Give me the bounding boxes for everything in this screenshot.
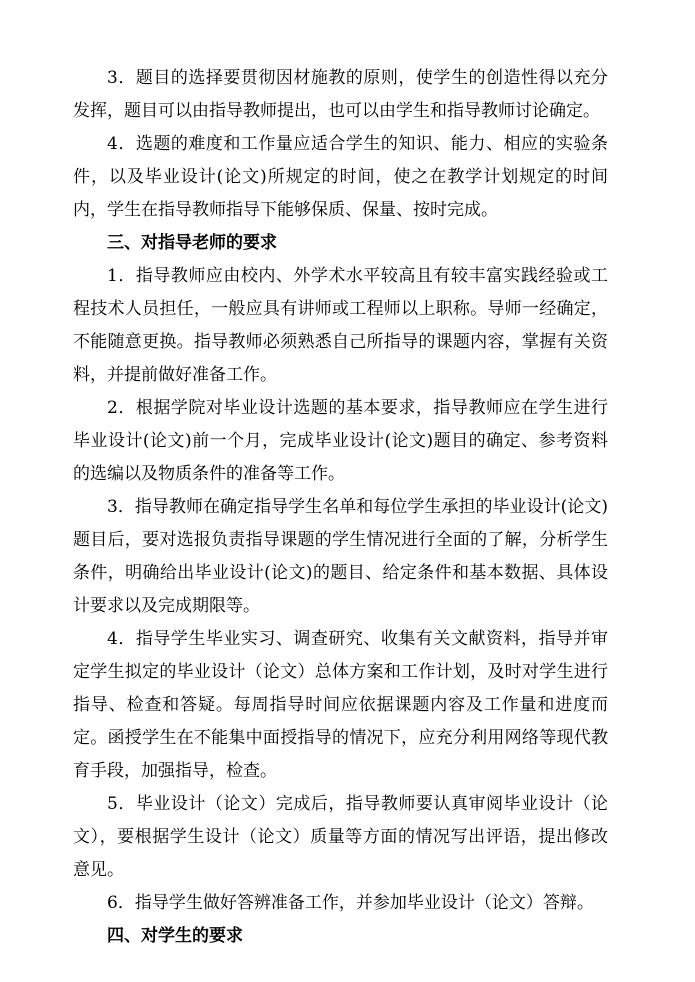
paragraph-item-4-difficulty: 4．选题的难度和工作量应适合学生的知识、能力、相应的实验条件，以及毕业设计(论文)所规定的时间，使之在教学计划规定的时间内，学生在指导教师指导下能够保质、保量、按时完成。 — [73, 134, 608, 220]
paragraph-advisor-item-6: 6．指导学生做好答辨准备工作，并参加毕业设计（论文）答辩。 — [107, 893, 594, 913]
paragraph-advisor-item-2: 2．根据学院对毕业设计选题的基本要求，指导教师应在学生进行毕业设计(论文)前一个月，完成毕业设计(论文)题目的确定、参考资料的选编以及物质条件的准备等工作。 — [73, 398, 608, 484]
paragraph-item-3-topic-selection: 3．题目的选择要贯彻因材施教的原则，使学生的创造性得以充分发挥，题目可以由指导教师提出，也可以由学生和指导教师讨论确定。 — [73, 68, 608, 121]
paragraph-advisor-item-3: 3．指导教师在确定指导学生名单和每位学生承担的毕业设计(论文)题目后，要对选报负责指导课题的学生情况进行全面的了解，分析学生条件，明确给出毕业设计(论文)的题目、给定条件和基本数据、具体设计要求以及完成期限等。 — [73, 497, 608, 616]
paragraph-advisor-item-1: 1．指导教师应由校内、外学术水平较高且有较丰富实践经验或工程技术人员担任，一般应具有讲师或工程师以上职称。导师一经确定，不能随意更换。指导教师必须熟悉自己所指导的课题内容，掌握有关资料，并提前做好准备工作。 — [73, 266, 608, 385]
paragraph-advisor-item-5: 5．毕业设计（论文）完成后，指导教师要认真审阅毕业设计（论文），要根据学生设计（论文）质量等方面的情况写出评语，提出修改意见。 — [73, 794, 608, 880]
section-heading-student-requirements: 四、对学生的要求 — [107, 926, 243, 946]
paragraph-advisor-item-4: 4．指导学生毕业实习、调查研究、收集有关文献资料，指导并审定学生拟定的毕业设计（论文）总体方案和工作计划，及时对学生进行指导、检查和答疑。每周指导时间应依据课题内容及工作量和进度而定。函授学生在不能集中面授指导的情况下，应充分利用网络等现代教育手段，加强指导，检查。 — [73, 629, 608, 781]
section-heading-advisor-requirements: 三、对指导老师的要求 — [107, 233, 277, 253]
